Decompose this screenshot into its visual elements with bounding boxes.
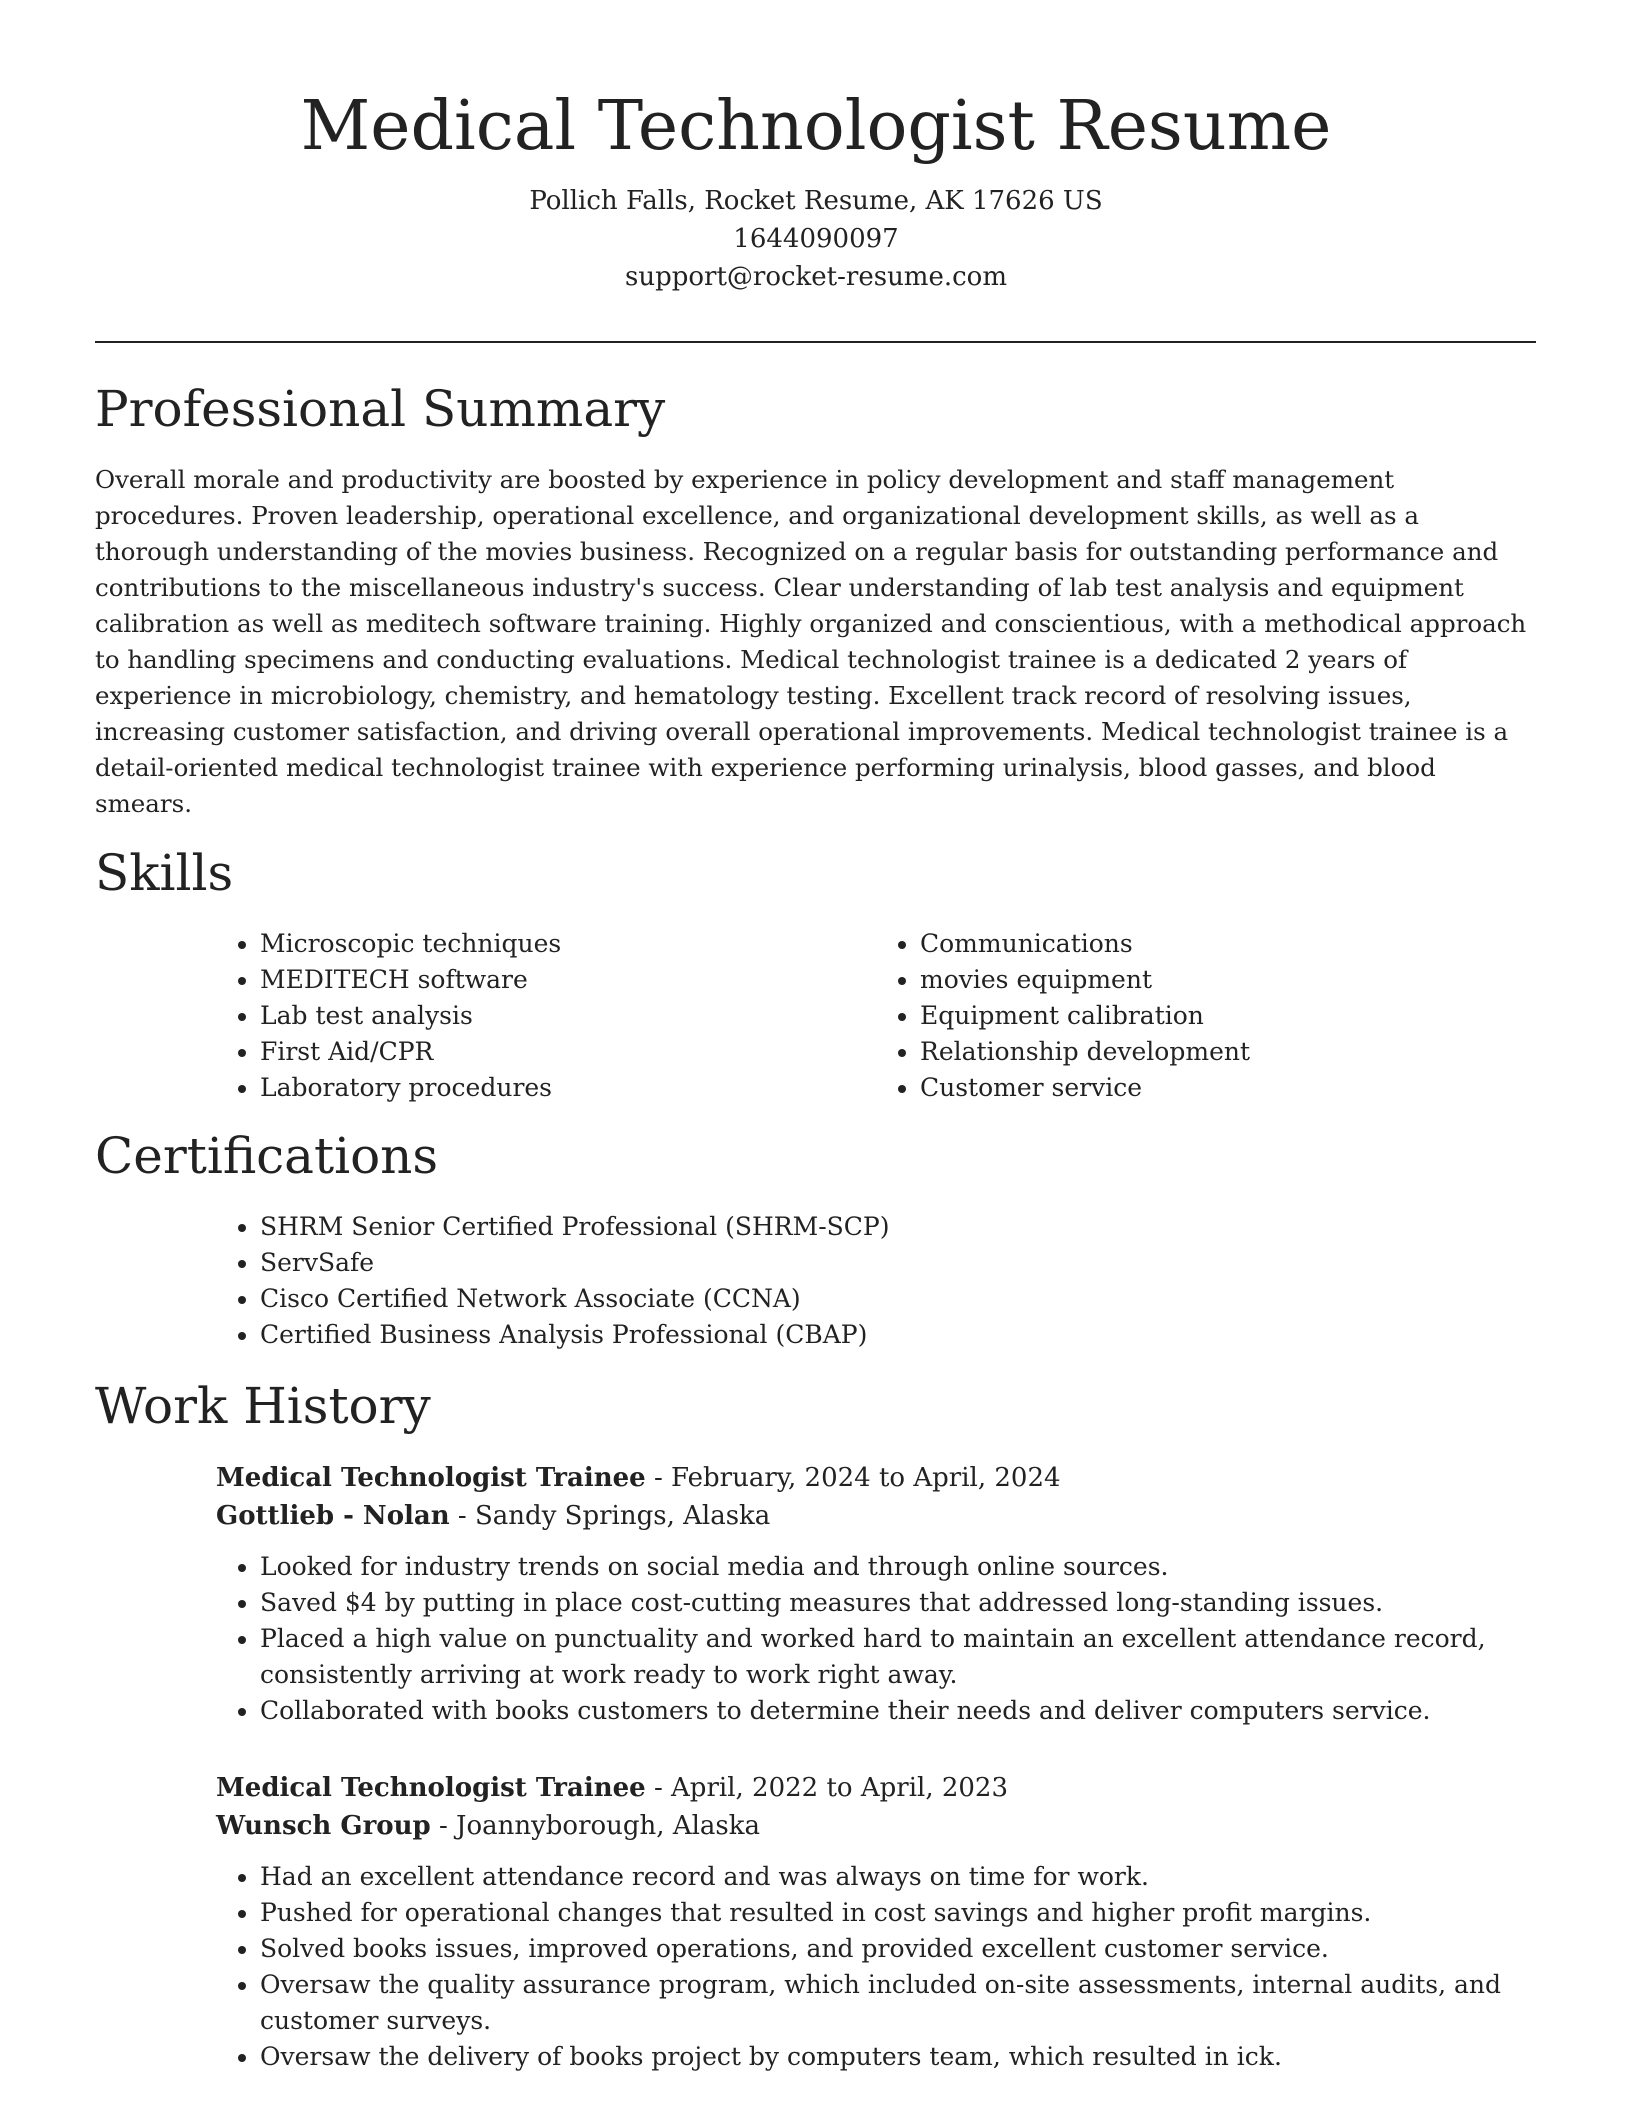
job-bullets xyxy=(216,1549,1536,1729)
job-bullet: • Saved $4 by putting in place cost-cutting measures that addressed long-standing issues. xyxy=(260,1585,1536,1621)
job-bullets xyxy=(216,1859,1536,2075)
job-company: Wunsch Group xyxy=(216,1811,431,1841)
job-title-line xyxy=(216,1769,1536,1807)
job-title: Medical Technologist Trainee xyxy=(216,1463,646,1493)
certification-item: • ServSafe xyxy=(260,1245,1536,1281)
skill-item: • First Aid/CPR xyxy=(260,1034,876,1070)
job-bullet: • Oversaw the quality assurance program, which included on-site assessments, internal audits, and customer surveys. xyxy=(260,1967,1536,2039)
certification-item: • Certified Business Analysis Professional (CBAP) xyxy=(260,1317,1536,1353)
skill-item: • Relationship development xyxy=(920,1034,1536,1070)
skills-list-left xyxy=(216,926,876,1106)
job-company-line xyxy=(216,1807,1536,1845)
certification-item: • SHRM Senior Certified Professional (SHRM-SCP) xyxy=(260,1209,1536,1245)
skills-section xyxy=(95,842,1536,1106)
work-history-heading: Work History xyxy=(95,1377,431,1435)
job-bullet: • Pushed for operational changes that resulted in cost savings and higher profit margins. xyxy=(260,1895,1536,1931)
summary-text: Overall morale and productivity are boosted by experience in policy development and staff management procedures. Proven leadership, operational excellence, and organizational development skills, as well as a thorough understanding of the movies business. Recognized on a regular basis for outstanding performance and contributions to the miscellaneous industry's success. Clear understanding of lab test analysis and equipment calibration as well as meditech software training. Highly organized and conscientious, with a methodical approach to handling specimens and conducting evaluations. Medical technologist trainee is a dedicated 2 years of experience in microbiology, chemistry, and hematology testing. Excellent track record of resolving issues, increasing customer satisfaction, and driving overall operational improvements. Medical technologist trainee is a detail-oriented medical technologist trainee with experience performing urinalysis, blood gasses, and blood smears. xyxy=(95,465,1527,818)
job-dates: - April, 2022 to April, 2023 xyxy=(645,1773,1009,1803)
address: Pollich Falls, Rocket Resume, AK 17626 US xyxy=(529,186,1103,216)
skill-item: • Equipment calibration xyxy=(920,998,1536,1034)
summary-section xyxy=(95,378,1536,822)
skill-item: • Customer service xyxy=(920,1070,1536,1106)
job-title: Medical Technologist Trainee xyxy=(216,1773,646,1803)
job-entry xyxy=(216,1459,1536,1729)
job-dates: - February, 2024 to April, 2024 xyxy=(645,1463,1061,1493)
resume-header xyxy=(0,82,1632,296)
skill-item: • Lab test analysis xyxy=(260,998,876,1034)
job-bullet: • Solved books issues, improved operations, and provided excellent customer service. xyxy=(260,1931,1536,1967)
job-entry xyxy=(216,1769,1536,2075)
job-bullet: • Looked for industry trends on social media and through online sources. xyxy=(260,1549,1536,1585)
skill-item: • Laboratory procedures xyxy=(260,1070,876,1106)
skill-item: • movies equipment xyxy=(920,962,1536,998)
certifications-section xyxy=(95,1125,1536,1353)
job-bullet: • Collaborated with books customers to determine their needs and deliver computers service. xyxy=(260,1693,1536,1729)
resume-title: Medical Technologist Resume xyxy=(300,87,1332,166)
skills-heading: Skills xyxy=(95,844,234,902)
job-company-line xyxy=(216,1497,1536,1535)
job-bullet: • Had an excellent attendance record and was always on time for work. xyxy=(260,1859,1536,1895)
certifications-list xyxy=(216,1209,1536,1353)
job-bullet: • Placed a high value on punctuality and worked hard to maintain an excellent attendance record, consistently arriving at work ready to work right away. xyxy=(260,1621,1536,1693)
email: support@rocket-resume.com xyxy=(624,262,1007,292)
certification-item: • Cisco Certified Network Associate (CCNA) xyxy=(260,1281,1536,1317)
job-location: - Sandy Springs, Alaska xyxy=(449,1501,771,1531)
skill-item: • MEDITECH software xyxy=(260,962,876,998)
contact-info xyxy=(0,182,1632,296)
skill-item: • Communications xyxy=(920,926,1536,962)
work-history-section xyxy=(95,1375,1536,2075)
job-bullet: • Oversaw the delivery of books project by computers team, which resulted in ick. xyxy=(260,2039,1536,2075)
certifications-heading: Certifications xyxy=(95,1127,439,1185)
skills-columns xyxy=(216,926,1536,1106)
job-location: - Joannyborough, Alaska xyxy=(430,1811,761,1841)
job-company: Gottlieb - Nolan xyxy=(216,1501,450,1531)
phone: 1644090097 xyxy=(733,224,899,254)
job-title-line xyxy=(216,1459,1536,1497)
header-divider xyxy=(95,341,1536,343)
skill-item: • Microscopic techniques xyxy=(260,926,876,962)
summary-heading: Professional Summary xyxy=(95,380,666,438)
skills-list-right xyxy=(876,926,1536,1106)
